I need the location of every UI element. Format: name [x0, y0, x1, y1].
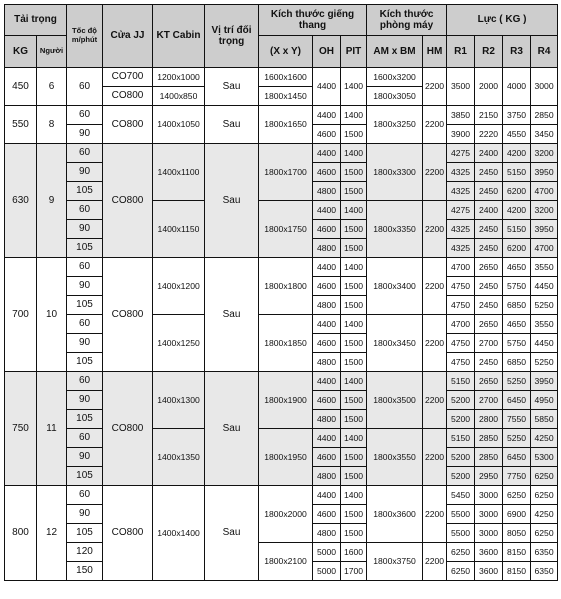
speed: 90 [67, 277, 103, 296]
r2: 2850 [475, 448, 503, 467]
r2: 3000 [475, 505, 503, 524]
r2: 2450 [475, 163, 503, 182]
r2: 2800 [475, 410, 503, 429]
r4: 5300 [531, 448, 558, 467]
speed: 105 [67, 467, 103, 486]
r1: 5200 [447, 410, 475, 429]
shaft-xy: 1800x2100 [259, 543, 313, 581]
shaft-xy: 1800x1750 [259, 201, 313, 258]
r1: 5450 [447, 486, 475, 505]
door: CO800 [103, 258, 153, 372]
r1: 4750 [447, 296, 475, 315]
pit: 1500 [341, 410, 367, 429]
pit: 1400 [341, 201, 367, 220]
r3: 8050 [503, 524, 531, 543]
speed: 150 [67, 562, 103, 581]
pit: 1500 [341, 125, 367, 144]
oh: 4400 [313, 315, 341, 334]
r4: 6250 [531, 486, 558, 505]
r4: 4700 [531, 239, 558, 258]
shaft-xy: 1800x1850 [259, 315, 313, 372]
oh: 4800 [313, 182, 341, 201]
r2: 2950 [475, 467, 503, 486]
persons: 6 [37, 68, 67, 106]
r3: 5250 [503, 372, 531, 391]
r1: 4700 [447, 258, 475, 277]
header-door: Cửa JJ [103, 5, 153, 68]
table-row [5, 106, 558, 125]
machine-am-bm: 1800x3600 [367, 486, 423, 543]
speed: 105 [67, 524, 103, 543]
oh: 4600 [313, 277, 341, 296]
r4: 6250 [531, 467, 558, 486]
counterweight: Sau [205, 144, 259, 258]
persons: 8 [37, 106, 67, 144]
door: CO800 [103, 372, 153, 486]
speed: 60 [67, 144, 103, 163]
header-shaft: Kích thước giếng thang [259, 5, 367, 36]
r1: 4325 [447, 220, 475, 239]
r4: 3200 [531, 201, 558, 220]
pit: 1400 [341, 68, 367, 106]
pit: 1700 [341, 562, 367, 581]
machine-am-bm: 1800x3350 [367, 201, 423, 258]
pit: 1500 [341, 296, 367, 315]
speed: 60 [67, 486, 103, 505]
r4: 3950 [531, 163, 558, 182]
table-row [5, 372, 558, 391]
r4: 3950 [531, 372, 558, 391]
r3: 4200 [503, 201, 531, 220]
load-kg: 630 [5, 144, 37, 258]
persons: 12 [37, 486, 67, 581]
r2: 2650 [475, 315, 503, 334]
hm: 2200 [423, 106, 447, 144]
speed: 105 [67, 296, 103, 315]
door: CO800 [103, 144, 153, 258]
pit: 1500 [341, 467, 367, 486]
header-force: Lực ( KG ) [447, 5, 558, 36]
r1: 3850 [447, 106, 475, 125]
cabin: 1400x1050 [153, 106, 205, 144]
load-kg: 450 [5, 68, 37, 106]
r1: 3900 [447, 125, 475, 144]
cabin: 1400x1300 [153, 372, 205, 429]
oh: 4400 [313, 68, 341, 106]
r2: 2450 [475, 296, 503, 315]
r3: 6850 [503, 353, 531, 372]
header-speed: Tốc độ m/phút [67, 5, 103, 68]
r2: 2450 [475, 277, 503, 296]
r1: 4750 [447, 353, 475, 372]
r4: 6350 [531, 543, 558, 562]
r2: 2700 [475, 391, 503, 410]
speed: 90 [67, 505, 103, 524]
pit: 1400 [341, 258, 367, 277]
r4: 3550 [531, 315, 558, 334]
r3: 6250 [503, 486, 531, 505]
r1: 4325 [447, 182, 475, 201]
r3: 5150 [503, 220, 531, 239]
header-r4: R4 [531, 36, 558, 68]
r2: 2220 [475, 125, 503, 144]
door: CO800 [103, 486, 153, 581]
r3: 5150 [503, 163, 531, 182]
header-counterweight: Vị trí đối trọng [205, 5, 259, 68]
cabin: 1400x1150 [153, 201, 205, 258]
r3: 4650 [503, 258, 531, 277]
cabin: 1200x1000 [153, 68, 205, 87]
r2: 2400 [475, 144, 503, 163]
oh: 4800 [313, 239, 341, 258]
speed: 90 [67, 125, 103, 144]
hm: 2200 [423, 543, 447, 581]
machine-am-bm: 1800x3550 [367, 429, 423, 486]
header-am-bm: AM x BM [367, 36, 423, 68]
table-row [5, 315, 558, 334]
oh: 4600 [313, 125, 341, 144]
cabin: 1400x1350 [153, 429, 205, 486]
oh: 4600 [313, 334, 341, 353]
pit: 1500 [341, 505, 367, 524]
r1: 5200 [447, 391, 475, 410]
pit: 1400 [341, 144, 367, 163]
r1: 5500 [447, 505, 475, 524]
oh: 4400 [313, 144, 341, 163]
r2: 2650 [475, 372, 503, 391]
oh: 4800 [313, 524, 341, 543]
speed: 90 [67, 334, 103, 353]
oh: 4600 [313, 448, 341, 467]
speed: 105 [67, 353, 103, 372]
r1: 5150 [447, 429, 475, 448]
r2: 2450 [475, 220, 503, 239]
r3: 6450 [503, 391, 531, 410]
r4: 4700 [531, 182, 558, 201]
persons: 9 [37, 144, 67, 258]
r4: 3950 [531, 220, 558, 239]
shaft-xy: 1600x1600 [259, 68, 313, 87]
shaft-xy: 1800x1650 [259, 106, 313, 144]
load-kg: 800 [5, 486, 37, 581]
r1: 6250 [447, 543, 475, 562]
machine-am-bm: 1800x3500 [367, 372, 423, 429]
r1: 4325 [447, 163, 475, 182]
r3: 3750 [503, 106, 531, 125]
pit: 1400 [341, 486, 367, 505]
r2: 2850 [475, 429, 503, 448]
header-hm: HM [423, 36, 447, 68]
speed: 60 [67, 429, 103, 448]
elevator-spec-table [4, 4, 558, 581]
r1: 5500 [447, 524, 475, 543]
header-r2: R2 [475, 36, 503, 68]
r4: 6350 [531, 562, 558, 581]
r3: 4550 [503, 125, 531, 144]
hm: 2200 [423, 429, 447, 486]
r3: 7550 [503, 410, 531, 429]
door: CO800 [103, 87, 153, 106]
oh: 4400 [313, 486, 341, 505]
r4: 3200 [531, 144, 558, 163]
header-load: Tải trọng [5, 5, 67, 36]
r1: 4700 [447, 315, 475, 334]
r3: 5750 [503, 334, 531, 353]
oh: 4400 [313, 258, 341, 277]
hm: 2200 [423, 315, 447, 372]
r4: 4250 [531, 429, 558, 448]
header-persons: Người [37, 36, 67, 68]
pit: 1500 [341, 277, 367, 296]
r2: 2450 [475, 182, 503, 201]
r4: 4250 [531, 505, 558, 524]
load-kg: 700 [5, 258, 37, 372]
pit: 1500 [341, 448, 367, 467]
r1: 5200 [447, 467, 475, 486]
pit: 1500 [341, 239, 367, 258]
cabin: 1400x850 [153, 87, 205, 106]
pit: 1400 [341, 315, 367, 334]
counterweight: Sau [205, 68, 259, 106]
pit: 1400 [341, 106, 367, 125]
shaft-xy: 1800x1800 [259, 258, 313, 315]
r2: 2450 [475, 353, 503, 372]
shaft-xy: 1800x1450 [259, 87, 313, 106]
pit: 1500 [341, 353, 367, 372]
r2: 3000 [475, 524, 503, 543]
load-kg: 550 [5, 106, 37, 144]
oh: 5000 [313, 562, 341, 581]
r3: 6850 [503, 296, 531, 315]
counterweight: Sau [205, 106, 259, 144]
r1: 4750 [447, 277, 475, 296]
shaft-xy: 1800x1700 [259, 144, 313, 201]
r4: 3000 [531, 68, 558, 106]
speed: 90 [67, 220, 103, 239]
r2: 2000 [475, 68, 503, 106]
pit: 1500 [341, 163, 367, 182]
oh: 4400 [313, 201, 341, 220]
r2: 3600 [475, 562, 503, 581]
r2: 2700 [475, 334, 503, 353]
oh: 4800 [313, 296, 341, 315]
r3: 5250 [503, 429, 531, 448]
r3: 7750 [503, 467, 531, 486]
pit: 1400 [341, 372, 367, 391]
cabin: 1400x1400 [153, 486, 205, 581]
r1: 6250 [447, 562, 475, 581]
r3: 4000 [503, 68, 531, 106]
speed: 105 [67, 410, 103, 429]
r4: 5250 [531, 296, 558, 315]
header-r1: R1 [447, 36, 475, 68]
header-machine-room: Kích thước phòng máy [367, 5, 447, 36]
r2: 2450 [475, 239, 503, 258]
pit: 1400 [341, 429, 367, 448]
r2: 3000 [475, 486, 503, 505]
header-kg: KG [5, 36, 37, 68]
r3: 4650 [503, 315, 531, 334]
oh: 4800 [313, 353, 341, 372]
speed: 60 [67, 201, 103, 220]
r4: 4450 [531, 334, 558, 353]
pit: 1600 [341, 543, 367, 562]
r1: 4750 [447, 334, 475, 353]
counterweight: Sau [205, 486, 259, 581]
oh: 5000 [313, 543, 341, 562]
hm: 2200 [423, 258, 447, 315]
hm: 2200 [423, 372, 447, 429]
table-row [5, 201, 558, 220]
shaft-xy: 1800x1950 [259, 429, 313, 486]
speed: 60 [67, 258, 103, 277]
r3: 6900 [503, 505, 531, 524]
oh: 4600 [313, 391, 341, 410]
r4: 5250 [531, 353, 558, 372]
r1: 3500 [447, 68, 475, 106]
cabin: 1400x1200 [153, 258, 205, 315]
hm: 2200 [423, 201, 447, 258]
r3: 8150 [503, 543, 531, 562]
r4: 3450 [531, 125, 558, 144]
r1: 4275 [447, 201, 475, 220]
table-row [5, 258, 558, 277]
r4: 5850 [531, 410, 558, 429]
r2: 2150 [475, 106, 503, 125]
oh: 4600 [313, 163, 341, 182]
speed: 90 [67, 163, 103, 182]
load-kg: 750 [5, 372, 37, 486]
r3: 5750 [503, 277, 531, 296]
hm: 2200 [423, 486, 447, 543]
pit: 1500 [341, 334, 367, 353]
door: CO800 [103, 106, 153, 144]
speed: 90 [67, 391, 103, 410]
r3: 6450 [503, 448, 531, 467]
machine-am-bm: 1800x3450 [367, 315, 423, 372]
hm: 2200 [423, 68, 447, 106]
header-xy: (X x Y) [259, 36, 313, 68]
machine-am-bm: 1600x3200 [367, 68, 423, 87]
oh: 4400 [313, 106, 341, 125]
table-row [5, 486, 558, 505]
speed: 105 [67, 239, 103, 258]
table-row [5, 144, 558, 163]
oh: 4800 [313, 467, 341, 486]
persons: 10 [37, 258, 67, 372]
speed: 60 [67, 68, 103, 106]
machine-am-bm: 1800x3400 [367, 258, 423, 315]
cabin: 1400x1100 [153, 144, 205, 201]
hm: 2200 [423, 144, 447, 201]
r4: 6250 [531, 524, 558, 543]
pit: 1500 [341, 220, 367, 239]
machine-am-bm: 1800x3300 [367, 144, 423, 201]
oh: 4600 [313, 505, 341, 524]
machine-am-bm: 1800x3050 [367, 87, 423, 106]
oh: 4600 [313, 220, 341, 239]
counterweight: Sau [205, 372, 259, 486]
speed: 60 [67, 106, 103, 125]
pit: 1500 [341, 391, 367, 410]
persons: 11 [37, 372, 67, 486]
r1: 4325 [447, 239, 475, 258]
header-cabin: KT Cabin [153, 5, 205, 68]
r1: 5150 [447, 372, 475, 391]
r2: 2650 [475, 258, 503, 277]
header-oh: OH [313, 36, 341, 68]
r4: 4950 [531, 391, 558, 410]
speed: 105 [67, 182, 103, 201]
oh: 4400 [313, 372, 341, 391]
r1: 4275 [447, 144, 475, 163]
door: CO700 [103, 68, 153, 87]
pit: 1500 [341, 524, 367, 543]
r3: 8150 [503, 562, 531, 581]
pit: 1500 [341, 182, 367, 201]
r3: 4200 [503, 144, 531, 163]
cabin: 1400x1250 [153, 315, 205, 372]
speed: 60 [67, 372, 103, 391]
shaft-xy: 1800x2000 [259, 486, 313, 543]
r2: 3600 [475, 543, 503, 562]
r4: 3550 [531, 258, 558, 277]
speed: 120 [67, 543, 103, 562]
r2: 2400 [475, 201, 503, 220]
r4: 4450 [531, 277, 558, 296]
table-row [5, 68, 558, 87]
oh: 4400 [313, 429, 341, 448]
header-r3: R3 [503, 36, 531, 68]
header-pit: PIT [341, 36, 367, 68]
shaft-xy: 1800x1900 [259, 372, 313, 429]
speed: 60 [67, 315, 103, 334]
r3: 6200 [503, 239, 531, 258]
machine-am-bm: 1800x3250 [367, 106, 423, 144]
oh: 4800 [313, 410, 341, 429]
machine-am-bm: 1800x3750 [367, 543, 423, 581]
speed: 90 [67, 448, 103, 467]
table-row [5, 543, 558, 562]
r4: 2850 [531, 106, 558, 125]
r1: 5200 [447, 448, 475, 467]
r3: 6200 [503, 182, 531, 201]
counterweight: Sau [205, 258, 259, 372]
table-row [5, 429, 558, 448]
